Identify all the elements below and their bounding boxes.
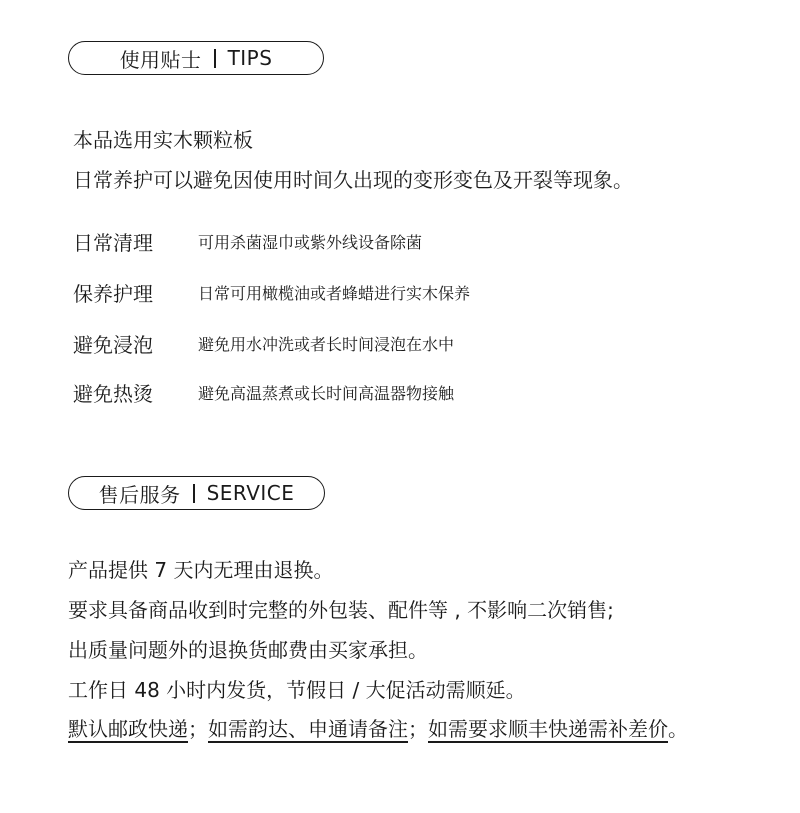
tips-intro-2: 日常养护可以避免因使用时间久出现的变形变色及开裂等现象。 [73,168,633,192]
care-label-clean: 日常清理 [73,231,153,255]
service-title-cn: 售后服务 [98,482,181,507]
service-line-shipping [68,716,688,742]
care-label-no-heat: 避免热烫 [73,382,153,406]
service-title-en: SERVICE [206,481,295,505]
tips-title-en: TIPS [227,46,273,70]
care-desc-no-soak: 避免用水冲洗或者长时间浸泡在水中 [198,335,455,354]
care-label-no-soak: 避免浸泡 [73,333,153,357]
title-divider [214,49,216,68]
care-desc-no-heat: 避免高温蒸煮或长时间高温器物接触 [198,384,455,403]
tips-header [68,41,324,75]
shipping-default: 默认邮政快递 [68,717,188,741]
shipping-sf-express: 如需要求顺丰快递需补差价 [428,717,668,741]
service-line-condition: 要求具备商品收到时完整的外包装、配件等 , 不影响二次销售; [68,598,614,622]
service-line-dispatch: 工作日 48 小时内发货，节假日 / 大促活动需顺延。 [68,678,526,702]
service-header [68,476,325,510]
shipping-sep: ； [408,717,428,741]
care-label-maintain: 保养护理 [73,282,153,306]
shipping-yunda-shentong: 如需韵达、申通请备注 [208,717,408,741]
title-divider [193,484,195,503]
shipping-sep: ； [188,717,208,741]
service-line-return: 产品提供 7 天内无理由退换。 [68,558,334,582]
care-desc-maintain: 日常可用橄榄油或者蜂蜡进行实木保养 [198,284,471,303]
shipping-end: 。 [668,717,688,741]
tips-title-cn: 使用贴士 [119,47,202,72]
tips-intro-1: 本品选用实木颗粒板 [73,128,253,152]
service-line-postage: 出质量问题外的退换货邮费由买家承担。 [68,638,428,662]
care-desc-clean: 可用杀菌湿巾或紫外线设备除菌 [198,233,423,252]
